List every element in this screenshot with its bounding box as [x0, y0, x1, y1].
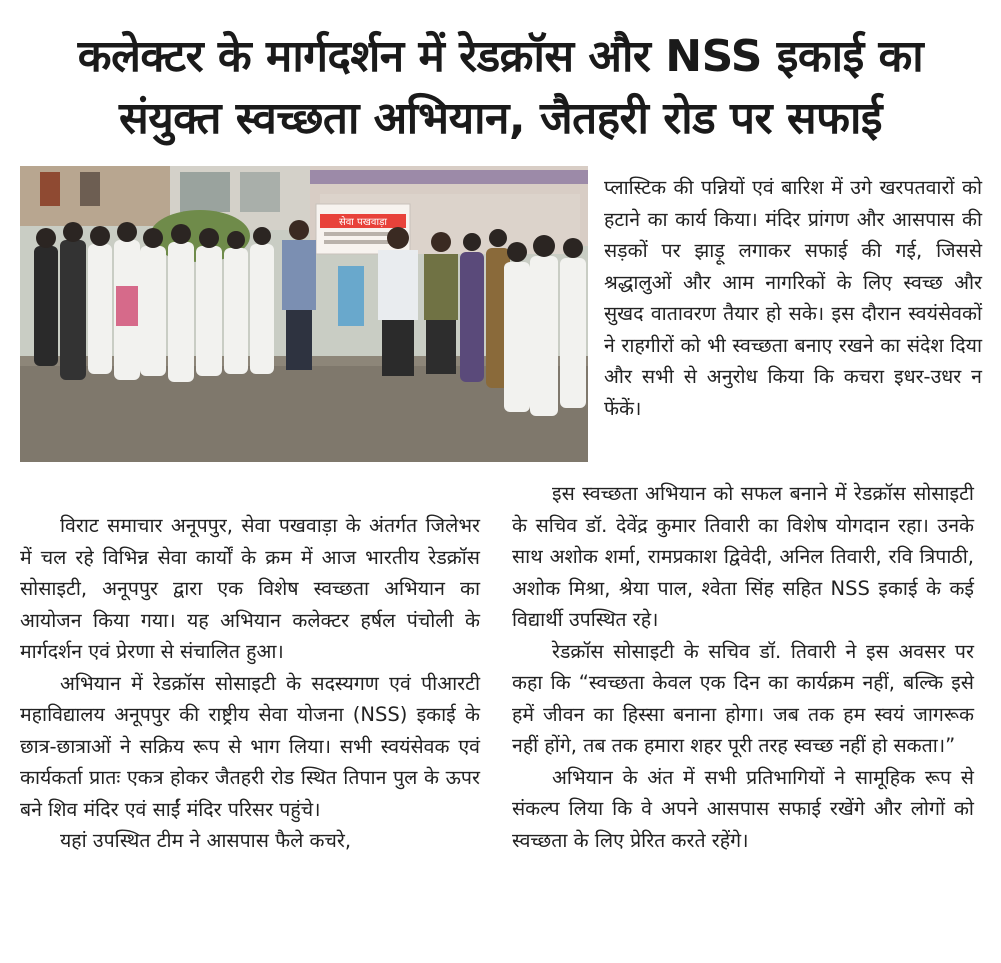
column-right [512, 478, 974, 856]
banner-title: सेवा पखवाड़ा [338, 217, 388, 228]
paragraph-contributors: इस स्वच्छता अभियान को सफल बनाने में रेडक्रॉस सोसाइटी के सचिव डॉ. देवेंद्र कुमार तिवारी का विशेष योगदान रहा। उनके साथ अशोक शर्मा, रामप्रकाश द्विवेदी, अनिल तिवारी, रवि त्रिपाठी, अशोक मिश्रा, श्रेया पाल, श्वेता सिंह सहित NSS इकाई के कई विद्यार्थी उपस्थित रहे। [512, 482, 974, 631]
headline-line-2: संयुक्त स्वच्छता अभियान, जैतहरी रोड पर सफाई [119, 93, 882, 144]
paragraph-quote: रेडक्रॉस सोसाइटी के सचिव डॉ. तिवारी ने इस अवसर पर कहा कि “स्वच्छता केवल एक दिन का कार्यक्रम नहीं, बल्कि इसे हमें जीवन का हिस्सा बनाना होगा। जब तक हम स्वयं जागरूक नहीं होंगे, तब तक हमारा शहर पूरी तरह स्वच्छ नहीं हो सकता।” [512, 639, 974, 757]
paragraph-participants: अभियान में रेडक्रॉस सोसाइटी के सदस्यगण एवं पीआरटी महाविद्यालय अनूपपुर की राष्ट्रीय सेवा योजना (NSS) इकाई के छात्र-छात्राओं ने सक्रिय रूप से भाग लिया। सभी स्वयंसेवक एवं कार्यकर्ता प्रातः एकत्र होकर जैतहरी रोड स्थित तिपान पुल के ऊपर बने शिव मंदिर एवं साईं मंदिर परिसर पहुंचे। [20, 671, 480, 821]
paragraph-top-right: प्लास्टिक की पन्नियों एवं बारिश में उगे खरपतवारों को हटाने का कार्य किया। मंदिर प्रांगण और आसपास की सड़कों पर झाड़ू लगाकर सफाई की गई, जिससे श्रद्धालुओं और आम नागरिकों के लिए स्वच्छ और सुखद वातावरण तैयार हो सके। इस दौरान स्वयंसेवकों ने राहगीरों को भी स्वच्छता बनाए रखने का संदेश दिया और सभी से अनुरोध किया कि कचरा इधर-उधर न फेंकें। [604, 176, 982, 420]
headline [0, 26, 1001, 150]
headline-line-1: कलेक्टर के मार्गदर्शन में रेडक्रॉस और NSS इकाई का [77, 31, 924, 82]
column-left [20, 510, 480, 857]
paragraph-intro: विराट समाचार अनूपपुर, सेवा पखवाड़ा के अंतर्गत जिलेभर में चल रहे विभिन्न सेवा कार्यों के क्रम में आज भारतीय रेडक्रॉस सोसाइटी, अनूपपुर द्वारा एक विशेष स्वच्छता अभियान का आयोजन किया गया। यह अभियान कलेक्टर हर्षल पंचोली के मार्गदर्शन एवं प्रेरणा से संचालित हुआ। [20, 514, 480, 663]
news-photo [20, 166, 588, 462]
paragraph-pledge: अभियान के अंत में सभी प्रतिभागियों ने सामूहिक रूप से संकल्प लिया कि वे अपने आसपास सफाई रखेंगे और लोगों को स्वच्छता के लिए प्रेरित करते रहेंगे। [512, 765, 974, 852]
column-top-right [604, 172, 982, 424]
paragraph-team: यहां उपस्थित टीम ने आसपास फैले कचरे, [60, 829, 352, 852]
